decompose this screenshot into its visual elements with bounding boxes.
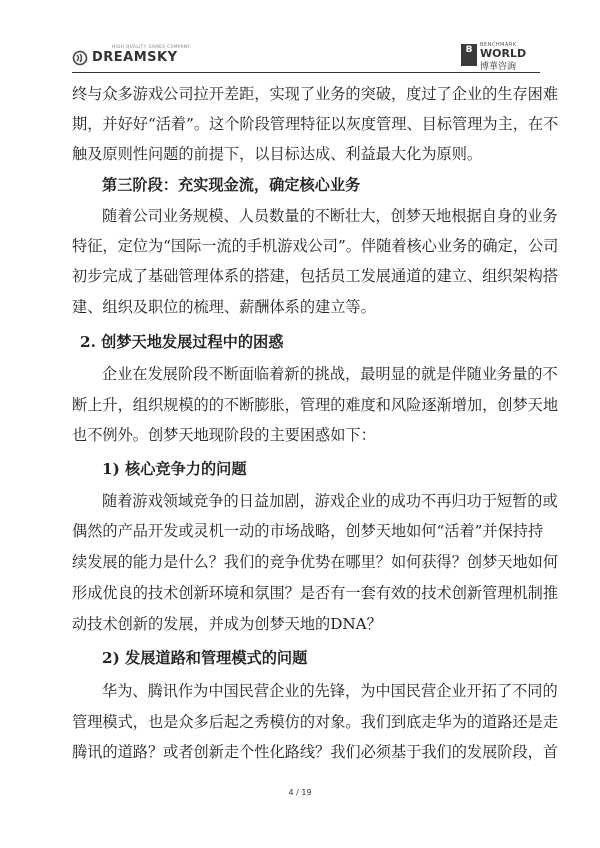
paragraph-line: 华为、腾讯作为中国民营企业的先锋，为中国民营企业开拓了不同的 — [102, 682, 558, 700]
logo-tagline: HIGH QUALITY GAMES COMPANY — [112, 44, 191, 49]
paragraph-line: 腾讯的道路？或者创新走个性化路线？我们必须基于我们的发展阶段，首 — [72, 743, 558, 761]
world-label: WORLD — [480, 47, 527, 60]
paragraph-line: 初步完成了基础管理体系的搭建，包括员工发展通道的建立、组织架构搭 — [72, 267, 558, 285]
paragraph-line: 管理模式，也是众多后起之秀模仿的对象。我们到底走华为的道路还是走 — [72, 713, 558, 731]
paragraph-line: 也不例外。创梦天地现阶段的主要困惑如下： — [72, 426, 376, 444]
header-divider — [72, 72, 540, 73]
dreamsky-mark-icon — [72, 50, 88, 66]
paragraph-line: 特征，定位为“国际一流的手机游戏公司”。伴随着核心业务的确定，公司 — [72, 237, 559, 255]
company-chinese-name: 博華咨詢 — [480, 62, 517, 72]
benchmark-label: BENCHMARK — [480, 42, 517, 48]
page-number: 4 / 19 — [288, 788, 312, 797]
stage-heading: 第三阶段：充实现金流，确定核心业务 — [102, 176, 361, 194]
subsection-heading: 1) 核心竞争力的问题 — [102, 460, 247, 478]
paragraph-line: 形成优良的技术创新环境和氛围？是否有一套有效的技术创新管理机制推 — [72, 584, 558, 602]
benchmark-box-icon: B — [461, 44, 477, 66]
benchmark-world-logo — [461, 42, 539, 70]
section-heading: 2. 创梦天地发展过程中的困惑 — [80, 333, 284, 351]
dreamsky-logo — [72, 44, 192, 70]
paragraph-line: 续发展的能力是什么？我们的竞争优势在哪里？如何获得？创梦天地如何 — [72, 553, 558, 571]
paragraph-line: 偶然的产品开发或灵机一动的市场战略，创梦天地如何“活着”并保持持 — [72, 522, 544, 540]
subsection-heading: 2) 发展道路和管理模式的问题 — [102, 649, 308, 667]
paragraph-line: 建、组织及职位的梳理、薪酬体系的建立等。 — [72, 298, 376, 316]
logo-wordmark: DREAMSKY — [92, 50, 178, 65]
paragraph-line: 随着游戏领域竞争的日益加剧，游戏企业的成功不再归功于短暂的或 — [102, 492, 558, 510]
paragraph-line: 期，并好好“活着”。这个阶段管理特征以灰度管理、目标管理为主，在不 — [72, 115, 559, 133]
paragraph-line: 随着公司业务规模、人员数量的不断壮大，创梦天地根据自身的业务 — [102, 207, 558, 225]
paragraph-line: 断上升，组织规模的的不断膨胀，管理的难度和风险逐渐增加，创梦天地 — [72, 396, 558, 414]
paragraph-line: 触及原则性问题的前提下，以目标达成、利益最大化为原则。 — [72, 145, 483, 163]
paragraph-line: 企业在发展阶段不断面临着新的挑战，最明显的就是伴随业务量的不 — [102, 365, 558, 383]
paragraph-line: 终与众多游戏公司拉开差距，实现了业务的突破，度过了企业的生存困难 — [72, 85, 558, 103]
paragraph-line: 动技术创新的发展，并成为创梦天地的DNA？ — [72, 615, 382, 633]
